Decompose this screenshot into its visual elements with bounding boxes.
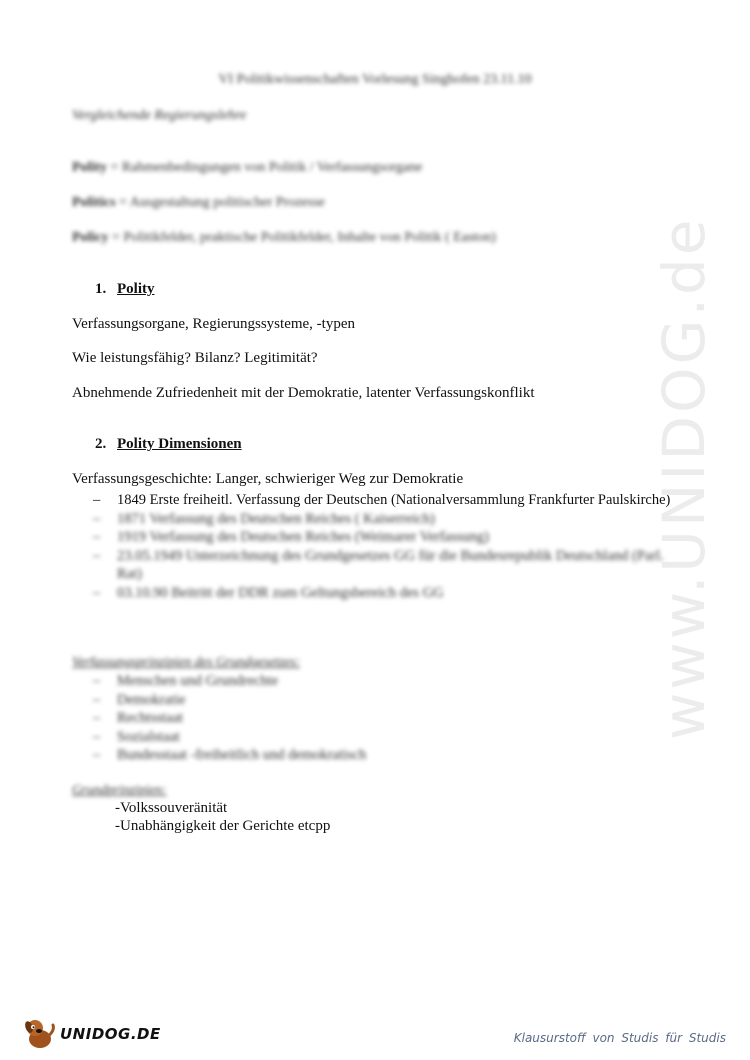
- list-item: [93, 584, 673, 603]
- list-item: [93, 709, 673, 728]
- dash-bullet: –: [93, 584, 101, 601]
- list-item: [93, 528, 673, 547]
- list-item-text: Bundesstaat -freiheitlich und demokratisch: [117, 747, 367, 763]
- list-item-text: Demokratie: [117, 691, 186, 708]
- section-number: 2.: [95, 436, 107, 452]
- watermark-text: www.UNIDOG.de: [650, 216, 718, 740]
- dash-bullet: –: [93, 492, 101, 508]
- definition-term: Polity: [72, 160, 107, 175]
- dash-bullet: –: [93, 710, 101, 726]
- list-item: [93, 510, 673, 529]
- document-subtitle: Vergleichende Regierungslehre: [72, 108, 247, 123]
- basic-principle-item: -Unabhängigkeit der Gerichte etcpp: [115, 818, 331, 834]
- dash-bullet: –: [93, 529, 101, 545]
- basic-principle-item: -Volkssouveränität: [115, 800, 228, 816]
- principles-heading: Verfassungsprinzipien des Grundgesetzes:: [72, 654, 300, 669]
- section-1-heading: [95, 281, 155, 298]
- definition-term: Politics: [72, 195, 116, 210]
- definition-politics: [72, 195, 325, 211]
- definition-text: = Rahmenbedingungen von Politik / Verfassungsorgane: [107, 160, 423, 175]
- principles-list: [93, 672, 673, 765]
- section-number: 1.: [95, 281, 107, 297]
- list-item-text: 23.05.1949 Unterzeichnung des Grundgesetzes GG für die Bundesrepublik Deutschland (Parl. Rat): [117, 547, 664, 582]
- list-item: [93, 728, 673, 747]
- logo-text: UNIDOG.DE: [60, 1025, 161, 1043]
- list-item-text: Menschen und Grundrechte: [117, 673, 279, 689]
- list-item-text: Sozialstaat: [117, 728, 180, 745]
- section-1-line: Abnehmende Zufriedenheit mit der Demokratie, latenter Verfassungskonflikt: [72, 385, 535, 401]
- unidog-logo[interactable]: [22, 1015, 162, 1051]
- list-item: [93, 672, 673, 691]
- list-item-text: 03.10.90 Beitritt der DDR zum Geltungsbereich des GG: [117, 584, 444, 601]
- definition-policy: [72, 230, 496, 246]
- definition-term: Policy: [72, 230, 109, 245]
- dog-icon: [22, 1015, 58, 1051]
- dash-bullet: –: [93, 673, 101, 689]
- list-item-text: 1919 Verfassung des Deutschen Reiches (Weimarer Verfassung): [117, 529, 489, 545]
- list-item-text: 1849 Erste freiheitl. Verfassung der Deutschen (Nationalversammlung Frankfurter Paulskirche): [117, 492, 671, 508]
- list-item-text: Rechtsstaat: [117, 710, 184, 726]
- document-title: VI Politikwissenschaften Vorlesung Singhofen 23.11.10: [218, 72, 532, 87]
- footer-tagline: Klausurstoff von Studis für Studis: [513, 1031, 726, 1045]
- history-list: [93, 491, 673, 602]
- section-2-intro: Verfassungsgeschichte: Langer, schwieriger Weg zur Demokratie: [72, 471, 464, 487]
- definition-text: = Ausgestaltung politischer Prozesse: [115, 195, 325, 210]
- dash-bullet: –: [93, 510, 101, 527]
- section-1-line: Wie leistungsfähig? Bilanz? Legitimität?: [72, 350, 318, 366]
- dash-bullet: –: [93, 547, 101, 564]
- dash-bullet: –: [93, 691, 101, 708]
- section-title: Polity Dimensionen: [117, 436, 242, 452]
- basic-principles-heading: Grundprinzipien:: [72, 782, 167, 797]
- list-item: [93, 746, 673, 765]
- section-1-line: Verfassungsorgane, Regierungssysteme, -typen: [72, 316, 355, 332]
- definition-text: = Politikfelder, praktische Politikfelder, Inhalte von Politik ( Easton): [108, 230, 496, 245]
- list-item: [93, 547, 673, 584]
- list-item: [93, 491, 673, 510]
- dash-bullet: –: [93, 747, 101, 763]
- section-title: Polity: [117, 281, 155, 297]
- section-2-heading: [95, 436, 242, 453]
- dash-bullet: –: [93, 728, 101, 745]
- list-item: [93, 691, 673, 710]
- list-item-text: 1871 Verfassung des Deutschen Reiches ( Kaiserreich): [117, 510, 435, 527]
- definition-polity: [72, 160, 422, 176]
